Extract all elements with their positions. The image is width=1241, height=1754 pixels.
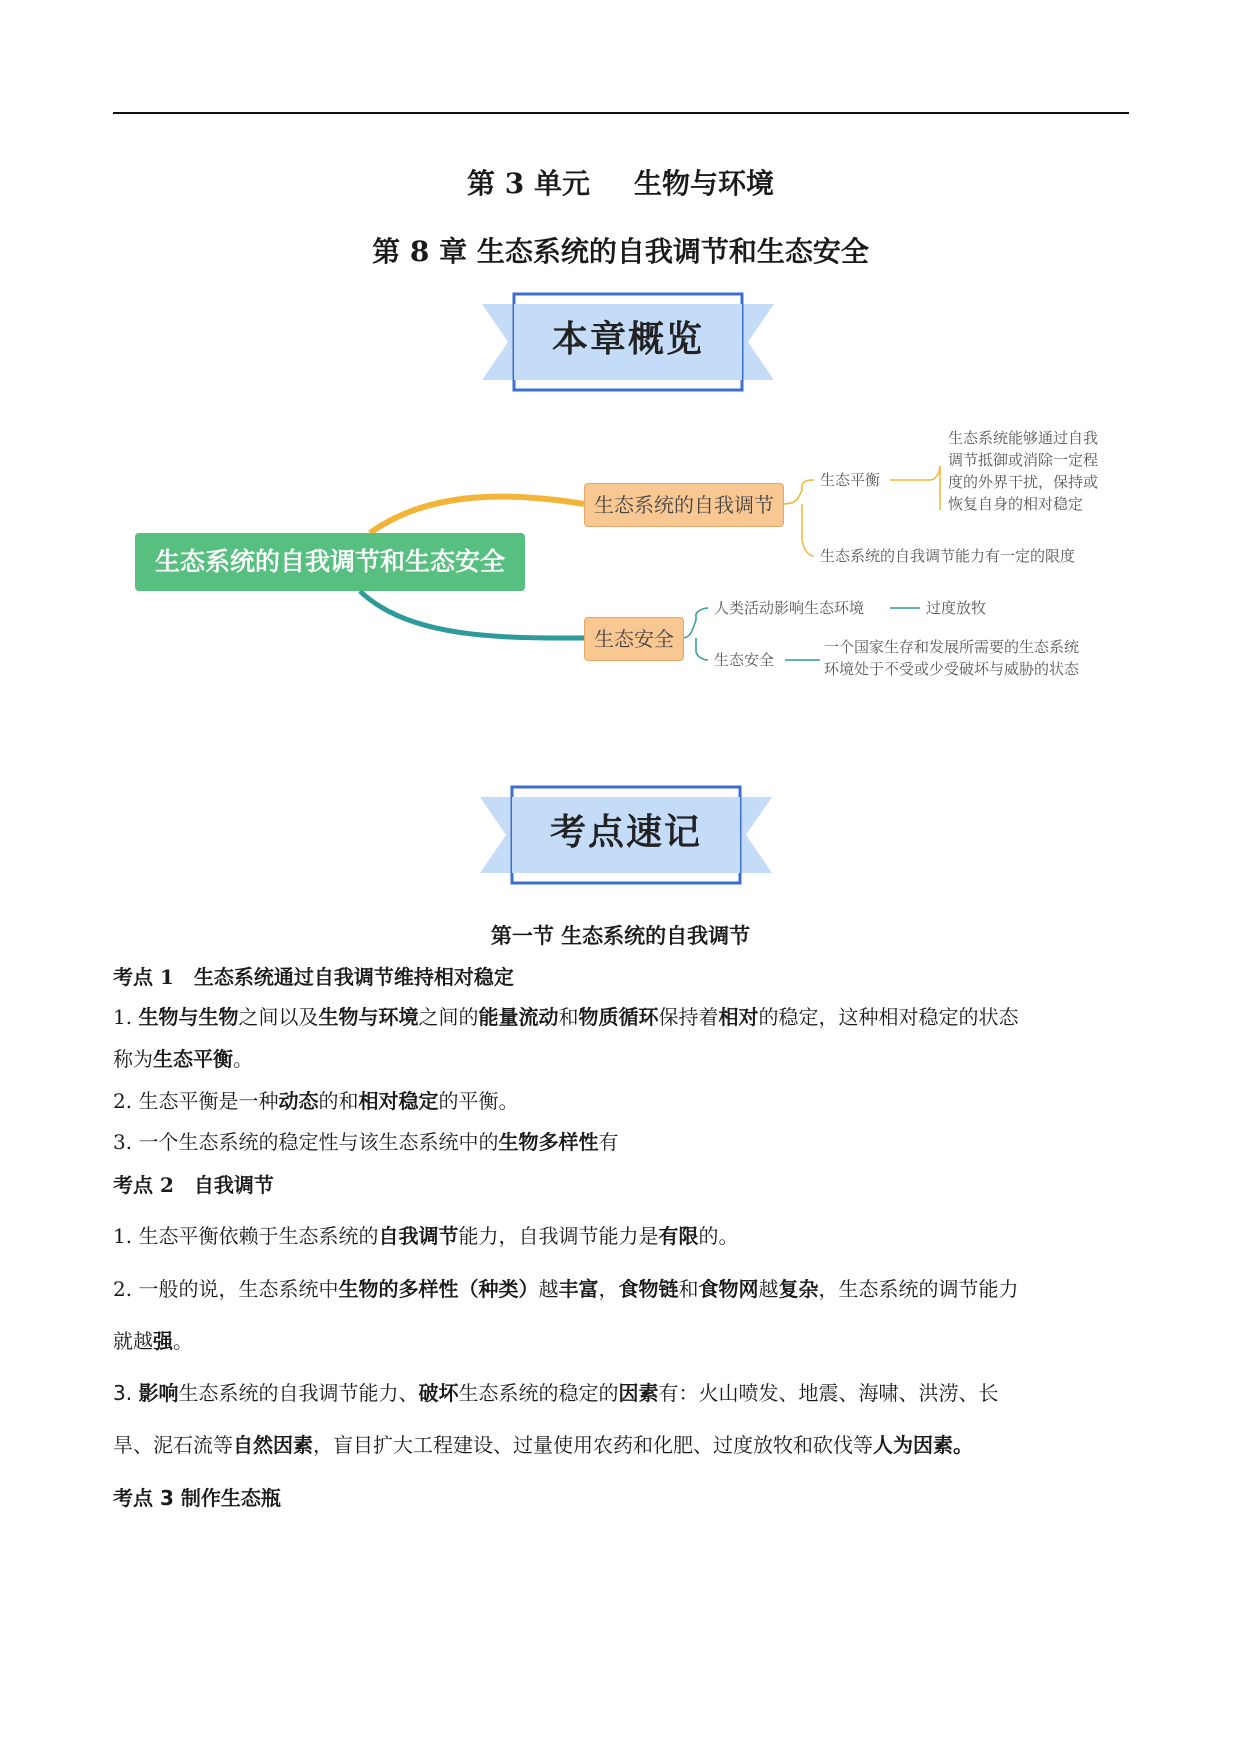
unit-name: 生物与环境 xyxy=(633,167,774,200)
mindmap-branch-eco-security: 生态安全 xyxy=(584,617,684,661)
mindmap-leaf-human-activity: 人类活动影响生态环境 xyxy=(714,599,865,617)
kp1-paragraph-1-cont: 称为生态平衡。 xyxy=(113,1047,253,1071)
kp1-title: 考点 1 生态系统通过自我调节维持相对稳定 xyxy=(113,965,514,989)
mindmap-leaf-eco-security-desc: 一个国家生存和发展所需要的生态系统 环境处于不受或少受破坏与威胁的状态 xyxy=(824,638,1080,678)
kp2-paragraph-1: 1. 生态平衡依赖于生态系统的自我调节能力，自我调节能力是有限的。 xyxy=(113,1224,739,1248)
kp2-title: 考点 2 自我调节 xyxy=(113,1173,274,1197)
mindmap-root: 生态系统的自我调节和生态安全 xyxy=(135,533,525,591)
mindmap-branch-self-regulation: 生态系统的自我调节 xyxy=(584,483,784,527)
header-rule xyxy=(113,112,1129,114)
mind-map xyxy=(130,429,1110,680)
kp2-paragraph-3: 3. 影响生态系统的自我调节能力、破坏生态系统的稳定的因素有：火山喷发、地震、海啸、洪涝、长 xyxy=(113,1381,999,1405)
mindmap-leaf-eco-balance: 生态平衡 xyxy=(820,471,881,489)
unit-number: 第 3 单元 xyxy=(467,167,590,200)
mindmap-leaf-overgrazing: 过度放牧 xyxy=(926,599,987,617)
unit-title xyxy=(0,162,1241,202)
chapter-overview-banner xyxy=(478,290,778,394)
mindmap-leaf-eco-balance-desc: 生态系统能够通过自我 调节抵御或消除一定程 度的外界干扰，保持或 恢复自身的相对稳定 xyxy=(948,429,1099,513)
kp1-paragraph-1: 1. 生物与生物之间以及生物与环境之间的能量流动和物质循环保持着相对的稳定，这种相对稳定的状态 xyxy=(113,1005,1019,1029)
kp2-paragraph-2: 2. 一般的说，生态系统中生物的多样性（种类）越丰富，食物链和食物网越复杂，生态系统的调节能力 xyxy=(113,1277,1019,1301)
banner-title: 考点速记 xyxy=(549,812,702,853)
kp2-paragraph-3-cont: 旱、泥石流等自然因素，盲目扩大工程建设、过量使用农药和化肥、过度放牧和砍伐等人为因素。 xyxy=(113,1433,973,1457)
kp1-paragraph-3: 3. 一个生态系统的稳定性与该生态系统中的生物多样性有 xyxy=(113,1130,619,1154)
key-points-banner xyxy=(476,783,776,887)
banner-title: 本章概览 xyxy=(551,319,704,360)
kp3-title: 考点 3 制作生态瓶 xyxy=(113,1486,281,1510)
mindmap-leaf-regulation-limit: 生态系统的自我调节能力有一定的限度 xyxy=(820,547,1076,565)
kp2-paragraph-2-cont: 就越强。 xyxy=(113,1329,193,1353)
section-title: 第一节 生态系统的自我调节 xyxy=(490,923,751,948)
chapter-title: 第 8 章 生态系统的自我调节和生态安全 xyxy=(372,235,869,268)
kp1-paragraph-2: 2. 生态平衡是一种动态的和相对稳定的平衡。 xyxy=(113,1089,519,1113)
mindmap-leaf-eco-security: 生态安全 xyxy=(714,651,775,669)
